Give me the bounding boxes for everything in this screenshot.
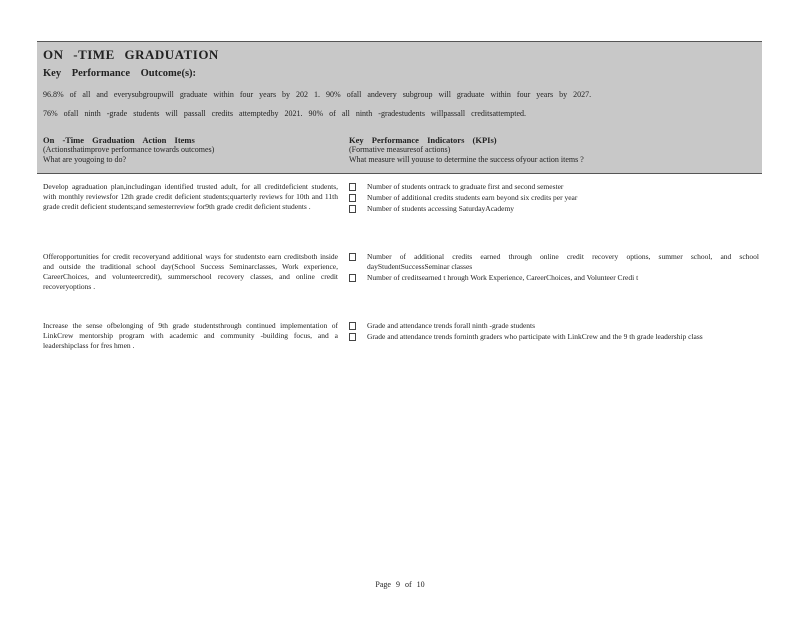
outcome-text-2: 76% ofall ninth -grade students will passall credits attemptedby 2021. 90% of all ninth -gradestudents willpassall creditsattempted. [43,109,527,118]
action-items-question: What are yougoing to do? [43,155,127,164]
outcome-text-1: 96.8% of all and everysubgroupwill graduate within four years by 202 1. 90% ofall andevery subgroup will graduate within four years by 2027. [43,90,592,99]
checkbox-icon [349,333,356,341]
outcomes-subtitle: Key Performance Outcome(s): [43,68,197,79]
action-item: Increase the sense ofbelonging of 9th grade studentsthrough continued implementation of LinkCrew mentorship program with academic and community -building focus, and a leadershipclass for fres hmen . [43,321,338,350]
kpi-text: Number of creditsearned t hrough Work Experience, CareerChoices, and Volunteer Credi t [367,273,639,282]
checkbox-icon [349,194,356,202]
kpi-text: Grade and attendance trends forninth graders who participate with LinkCrew and the 9 th grade leadership class [367,332,703,341]
page-number: Page 9 of 10 [375,580,425,589]
checkbox-icon [349,322,356,330]
kpi-item [349,252,759,272]
action-items-header [43,135,343,165]
kpi-item [349,321,759,331]
checkbox-icon [349,183,356,191]
kpi-title: Key Performance Indicators (KPIs) [349,135,497,145]
kpi-item [349,332,759,342]
kpi-list [349,252,759,284]
kpi-item [349,193,759,203]
section-title: ON -TIME GRADUATION [43,47,219,62]
kpi-list [349,321,759,343]
kpi-text: Number of additional credits earned through online credit recovery options, summer school, and school dayStudentSuccessSeminar classes [367,252,759,271]
action-items-title: On -Time Graduation Action Items [43,135,195,145]
kpi-item [349,204,759,214]
checkbox-icon [349,205,356,213]
kpi-text: Number of additional credits students earn beyond six credits per year [367,193,578,202]
action-items-subtitle: (Actionsthatimprove performance towards outcomes) [43,145,215,154]
kpi-question: What measure will youuse to determine the success ofyour action items ? [349,155,584,164]
table-header [37,129,762,174]
action-item: Offeropportunities for credit recoveryand additional ways for studentsto earn creditsboth inside and outside the traditional school day(School Success Seminarclasses, Work experience, CareerChoices, and volunteercredit), summerschool recovery classes, and online credit recoveryoptions . [43,252,338,291]
kpi-item [349,273,759,283]
checkbox-icon [349,253,356,261]
kpi-subtitle: (Formative measuresof actions) [349,145,451,154]
kpi-header [349,135,749,165]
kpi-item [349,182,759,192]
kpi-text: Number of students accessing SaturdayAcademy [367,204,515,213]
kpi-list [349,182,759,215]
kpi-text: Grade and attendance trends forall ninth -grade students [367,321,536,330]
checkbox-icon [349,274,356,282]
action-item: Develop agraduation plan,includingan identified trusted adult, for all creditdeficient students, with monthly reviewsfor 12th grade credit deficient students;quarterly reviews for 10th and 11th grade credit deficient students;and semesterreview for9th grade credit deficient students . [43,182,338,211]
kpi-text: Number of students ontrack to graduate first and second semester [367,182,564,191]
outcomes-banner [37,41,762,130]
